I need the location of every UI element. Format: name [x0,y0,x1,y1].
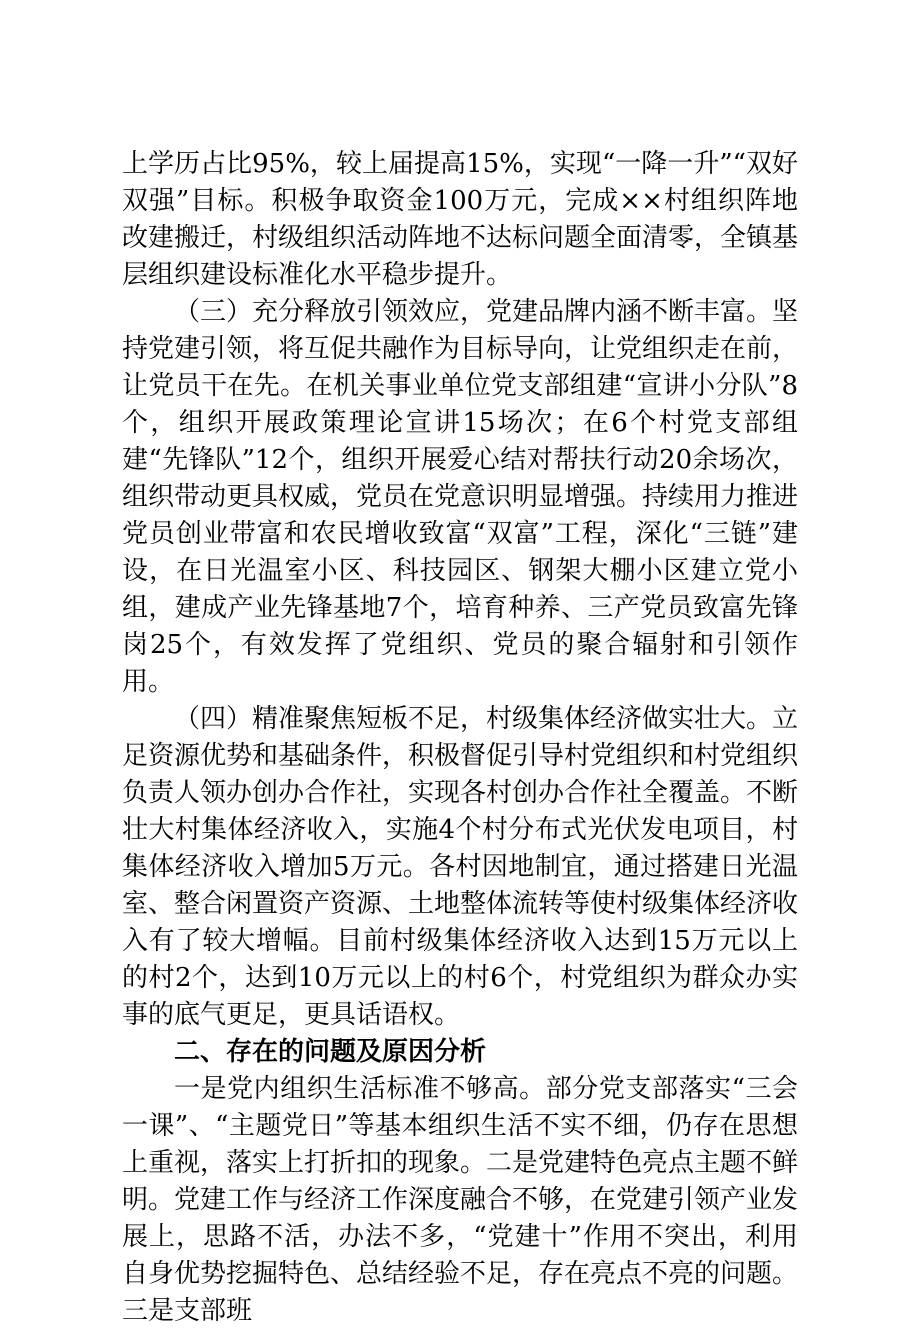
paragraph-section-four: （四）精准聚焦短板不足，村级集体经济做实壮大。立足资源优势和基础条件，积极督促引导村党组织和村党组织负责人领办创办合作社，实现各村创办合作社全覆盖。不断壮大村集体经济收入，实施4个村分布式光伏发电项目，村集体经济收入增加5万元。各村因地制宜，通过搭建日光温室、整合闲置资产资源、土地整体流转等使村级集体经济收入有了较大增幅。目前村级集体经济收入达到15万元以上的村2个，达到10万元以上的村6个，村党组织为群众办实事的底气更足，更具话语权。 [122,704,799,1030]
paragraph-section-three: （三）充分释放引领效应，党建品牌内涵不断丰富。坚持党建引领，将互促共融作为目标导向，让党组织走在前，让党员干在先。在机关事业单位党支部组建“宣讲小分队”8个，组织开展政策理论宣讲15场次；在6个村党支部组建“先锋队”12个，组织开展爱心结对帮扶行动20余场次，组织带动更具权威，党员在党意识明显增强。持续用力推进党员创业带富和农民增收致富“双富”工程，深化“三链”建设，在日光温室小区、科技园区、钢架大棚小区建立党小组，建成产业先锋基地7个，培育种养、三产党员致富先锋岗25个，有效发挥了党组织、党员的聚合辐射和引领作用。 [122,297,799,697]
section-heading: 二、存在的问题及原因分析 [174,1037,487,1067]
paragraph-problems: 一是党内组织生活标准不够高。部分党支部落实“三会一课”、“主题党日”等基本组织生活不实不细，仍存在思想上重视，落实上打折扣的现象。二是党建特色亮点主题不鲜明。党建工作与经济工作深度融合不够，在党建引领产业发展上，思路不活，办法不多，“党建十”作用不突出，利用自身优势挖掘特色、总结经验不足，存在亮点不亮的问题。三是支部班 [122,1074,799,1326]
paragraph-continued: 上学历占比95%，较上届提高15%，实现“一降一升”“双好双强”目标。积极争取资金100万元，完成××村组织阵地改建搬迁，村级组织活动阵地不达标问题全面清零，全镇基层组织建设标准化水平稳步提升。 [122,149,799,290]
document-body [122,146,798,1330]
